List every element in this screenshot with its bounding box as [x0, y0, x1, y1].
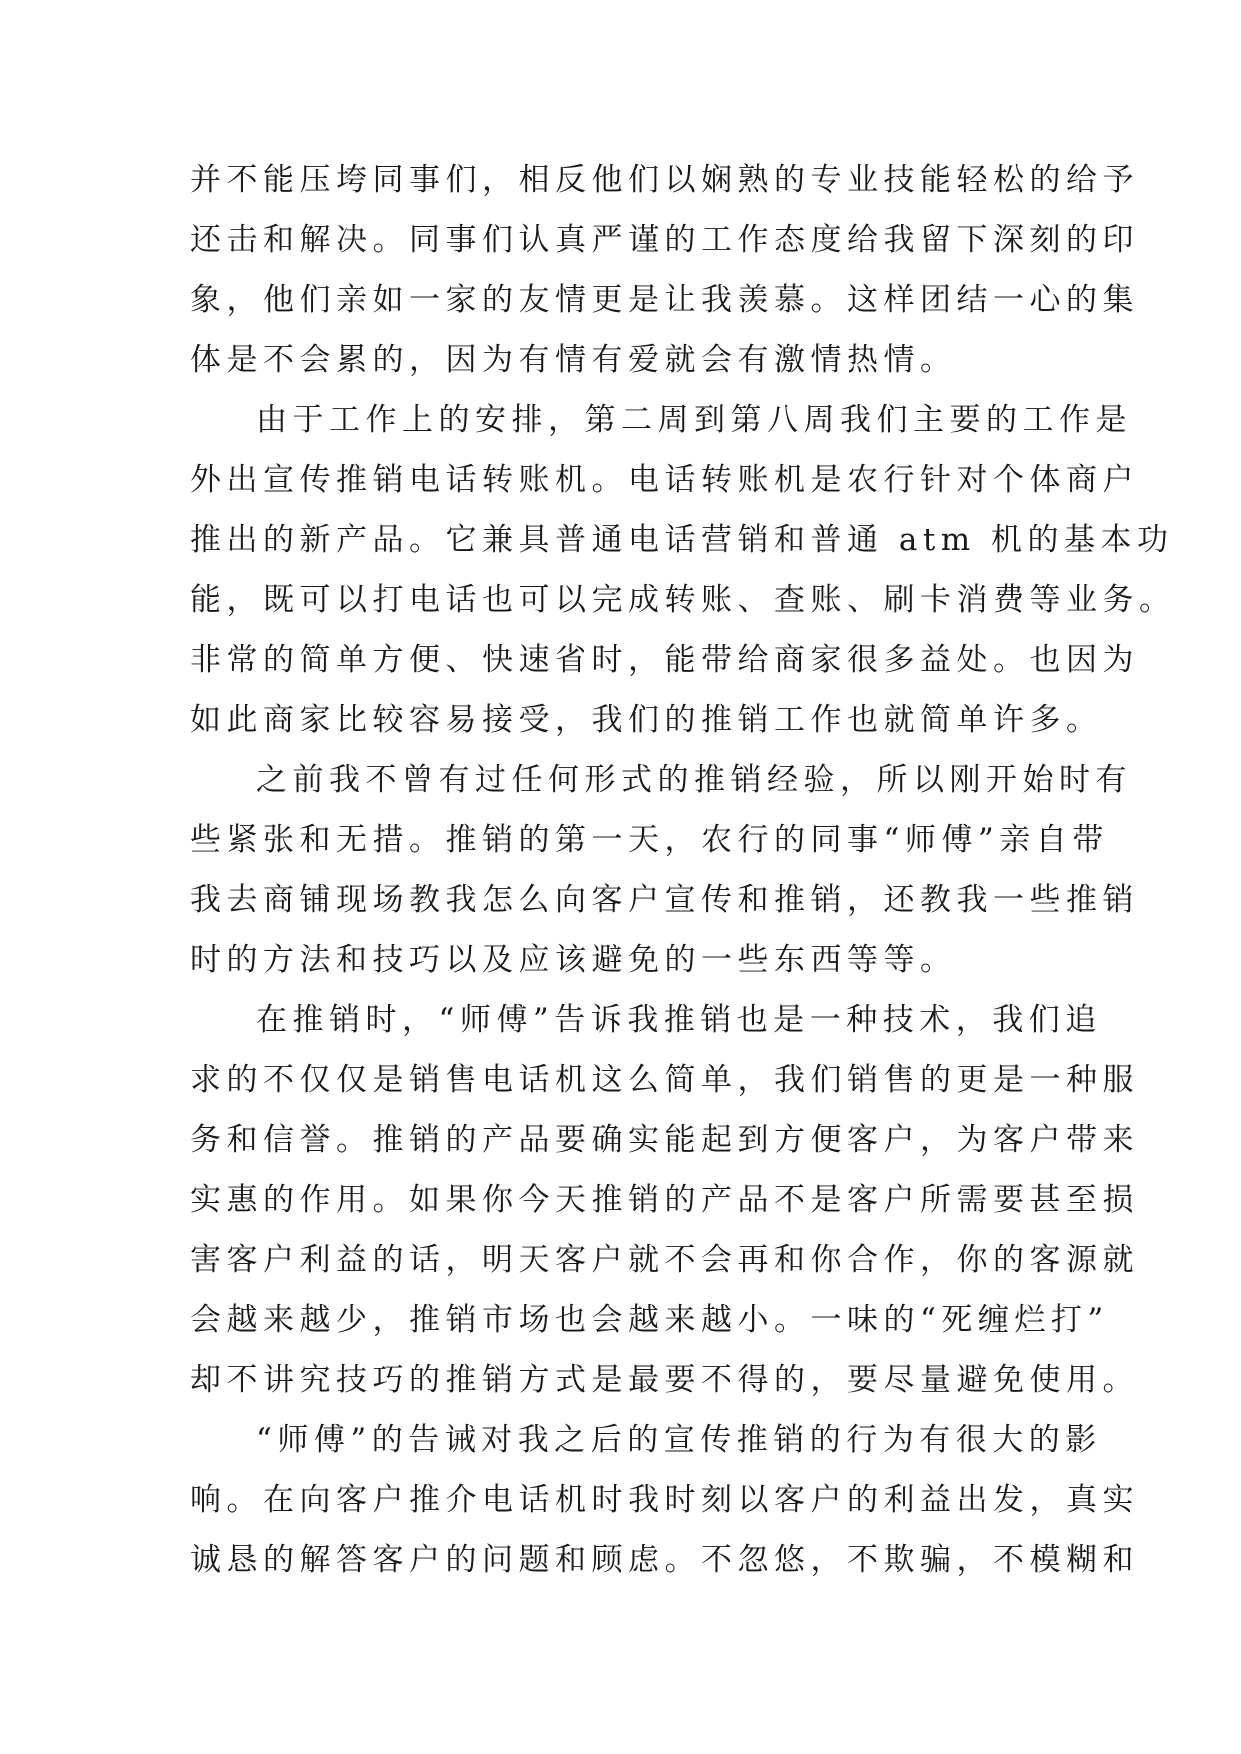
paragraph-5 — [190, 1410, 1139, 1590]
text-line: 并不能压垮同事们，相反他们以娴熟的专业技能轻松的给予 — [190, 162, 1139, 198]
text-line: 务和信誉。推销的产品要确实能起到方便客户，为客户带来 — [190, 1122, 1139, 1158]
text-line: 之前我不曾有过任何形式的推销经验，所以刚开始时有 — [256, 762, 1132, 798]
text-line: 求的不仅仅是销售电话机这么简单，我们销售的更是一种服 — [190, 1062, 1139, 1098]
paragraph-2 — [190, 390, 1176, 750]
text-line: 由于工作上的安排，第二周到第八周我们主要的工作是 — [256, 402, 1132, 438]
paragraph-3 — [190, 750, 1139, 990]
text-line: 响。在向客户推介电话机时我时刻以客户的利益出发，真实 — [190, 1482, 1139, 1518]
paragraph-1 — [190, 150, 1139, 390]
text-line: 在推销时，“师傅”告诉我推销也是一种技术，我们追 — [256, 1002, 1102, 1038]
text-line: 推出的新产品。它兼具普通电话营销和普通 atm 机的基本功 — [190, 522, 1174, 558]
text-line: 会越来越少，推销市场也会越来越小。一味的“死缠烂打” — [190, 1302, 1109, 1338]
text-line: 非常的简单方便、快速省时，能带给商家很多益处。也因为 — [190, 642, 1139, 678]
text-line: 体是不会累的，因为有情有爱就会有激情热情。 — [190, 342, 957, 378]
text-line: 如此商家比较容易接受，我们的推销工作也就简单许多。 — [190, 702, 1103, 738]
text-line: 还击和解决。同事们认真严谨的工作态度给我留下深刻的印 — [190, 222, 1139, 258]
text-line: 实惠的作用。如果你今天推销的产品不是客户所需要甚至损 — [190, 1182, 1139, 1218]
text-line: “师傅”的告诫对我之后的宣传推销的行为有很大的影 — [256, 1422, 1102, 1458]
text-line: 诚恳的解答客户的问题和顾虑。不忽悠，不欺骗，不模糊和 — [190, 1542, 1139, 1578]
text-line: 时的方法和技巧以及应该避免的一些东西等等。 — [190, 942, 957, 978]
text-line: 能，既可以打电话也可以完成转账、查账、刷卡消费等业务。 — [190, 582, 1176, 618]
text-line: 些紧张和无措。推销的第一天，农行的同事“师傅”亲自带 — [190, 822, 1109, 858]
text-line: 却不讲究技巧的推销方式是最要不得的，要尽量避免使用。 — [190, 1362, 1139, 1398]
text-line: 害客户利益的话，明天客户就不会再和你合作，你的客源就 — [190, 1242, 1139, 1278]
document-body — [190, 150, 1176, 1590]
text-line: 我去商铺现场教我怎么向客户宣传和推销，还教我一些推销 — [190, 882, 1139, 918]
paragraph-4 — [190, 990, 1139, 1410]
text-line: 象，他们亲如一家的友情更是让我羡慕。这样团结一心的集 — [190, 282, 1139, 318]
text-line: 外出宣传推销电话转账机。电话转账机是农行针对个体商户 — [190, 462, 1139, 498]
